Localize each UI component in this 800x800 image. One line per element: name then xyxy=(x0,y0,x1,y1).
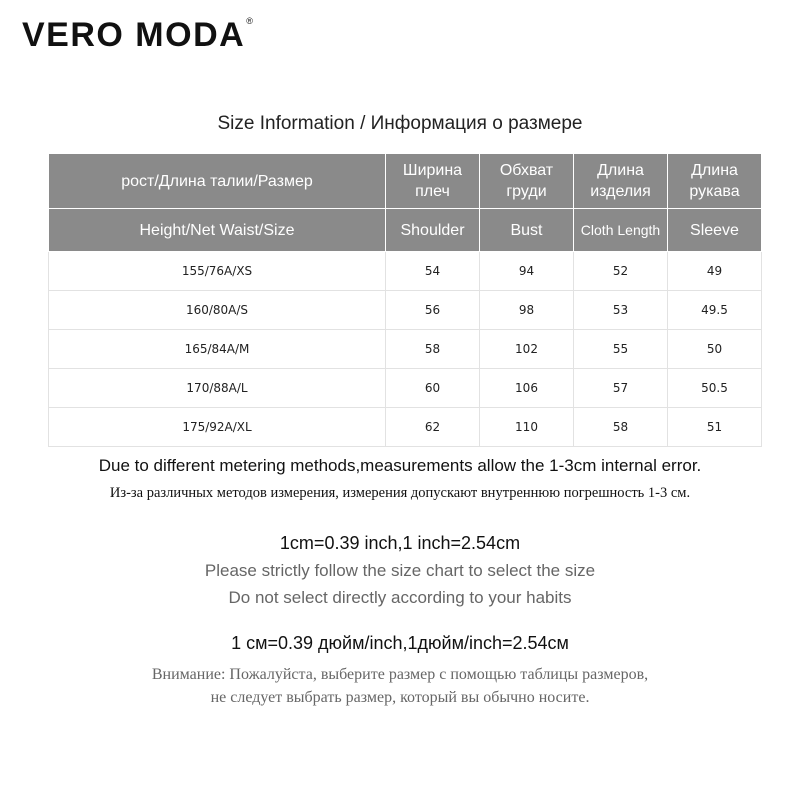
header-length-ru: Длина изделия xyxy=(574,154,668,209)
cell-size: 170/88A/L xyxy=(49,369,386,408)
cell-shoulder: 58 xyxy=(386,330,480,369)
conversion-note-english: 1cm=0.39 inch,1 inch=2.54cm xyxy=(279,533,521,553)
header-bust-en: Bust xyxy=(480,209,574,252)
cell-sleeve: 49.5 xyxy=(668,291,762,330)
header-shoulder-ru: Ширина плеч xyxy=(386,154,480,209)
header-shoulder-en: Shoulder xyxy=(386,209,480,252)
header-size-ru: рост/Длина талии/Размер xyxy=(49,154,386,209)
cell-bust: 94 xyxy=(480,252,574,291)
brand-logo xyxy=(22,16,254,55)
error-note-russian: Из-за различных методов измерения, измерения допускают внутреннюю погрешность 1-3 см. xyxy=(109,485,691,501)
size-table xyxy=(48,153,762,447)
header-sleeve-en: Sleeve xyxy=(668,209,762,252)
cell-size: 175/92A/XL xyxy=(49,408,386,447)
cell-length: 57 xyxy=(574,369,668,408)
cell-size: 165/84A/M xyxy=(49,330,386,369)
header-length-en: Cloth Length xyxy=(574,209,668,252)
cell-shoulder: 56 xyxy=(386,291,480,330)
table-row xyxy=(49,369,762,408)
cell-bust: 98 xyxy=(480,291,574,330)
follow-chart-note: Please strictly follow the size chart to select the size xyxy=(204,561,596,580)
table-row xyxy=(49,291,762,330)
table-row xyxy=(49,330,762,369)
cell-bust: 106 xyxy=(480,369,574,408)
cell-sleeve: 51 xyxy=(668,408,762,447)
table-row xyxy=(49,252,762,291)
no-habits-note: Do not select directly according to your habits xyxy=(228,588,572,607)
cell-length: 52 xyxy=(574,252,668,291)
cell-sleeve: 50 xyxy=(668,330,762,369)
warning-russian-line-2: не следует выбрать размер, который вы обычно носите. xyxy=(210,689,590,706)
cell-length: 55 xyxy=(574,330,668,369)
cell-length: 53 xyxy=(574,291,668,330)
conversion-note-russian: 1 см=0.39 дюйм/inch,1дюйм/inch=2.54см xyxy=(231,633,569,653)
header-size-en: Height/Net Waist/Size xyxy=(49,209,386,252)
cell-size: 160/80A/S xyxy=(49,291,386,330)
cell-shoulder: 62 xyxy=(386,408,480,447)
header-sleeve-ru: Длина рукава xyxy=(668,154,762,209)
cell-shoulder: 60 xyxy=(386,369,480,408)
cell-length: 58 xyxy=(574,408,668,447)
warning-russian-line-1: Внимание: Пожалуйста, выберите размер с помощью таблицы размеров, xyxy=(151,666,649,683)
header-row-russian xyxy=(49,154,762,209)
header-row-english xyxy=(49,209,762,252)
cell-bust: 102 xyxy=(480,330,574,369)
error-note-english: Due to different metering methods,measurements allow the 1-3cm internal error. xyxy=(98,456,702,475)
cell-size: 155/76A/XS xyxy=(49,252,386,291)
page-title: Size Information / Информация о размере xyxy=(217,113,583,134)
cell-sleeve: 49 xyxy=(668,252,762,291)
cell-bust: 110 xyxy=(480,408,574,447)
brand-name: VERO MODA xyxy=(22,16,246,54)
registered-mark: ® xyxy=(246,16,255,26)
header-bust-ru: Обхват груди xyxy=(480,154,574,209)
cell-shoulder: 54 xyxy=(386,252,480,291)
table-row xyxy=(49,408,762,447)
cell-sleeve: 50.5 xyxy=(668,369,762,408)
